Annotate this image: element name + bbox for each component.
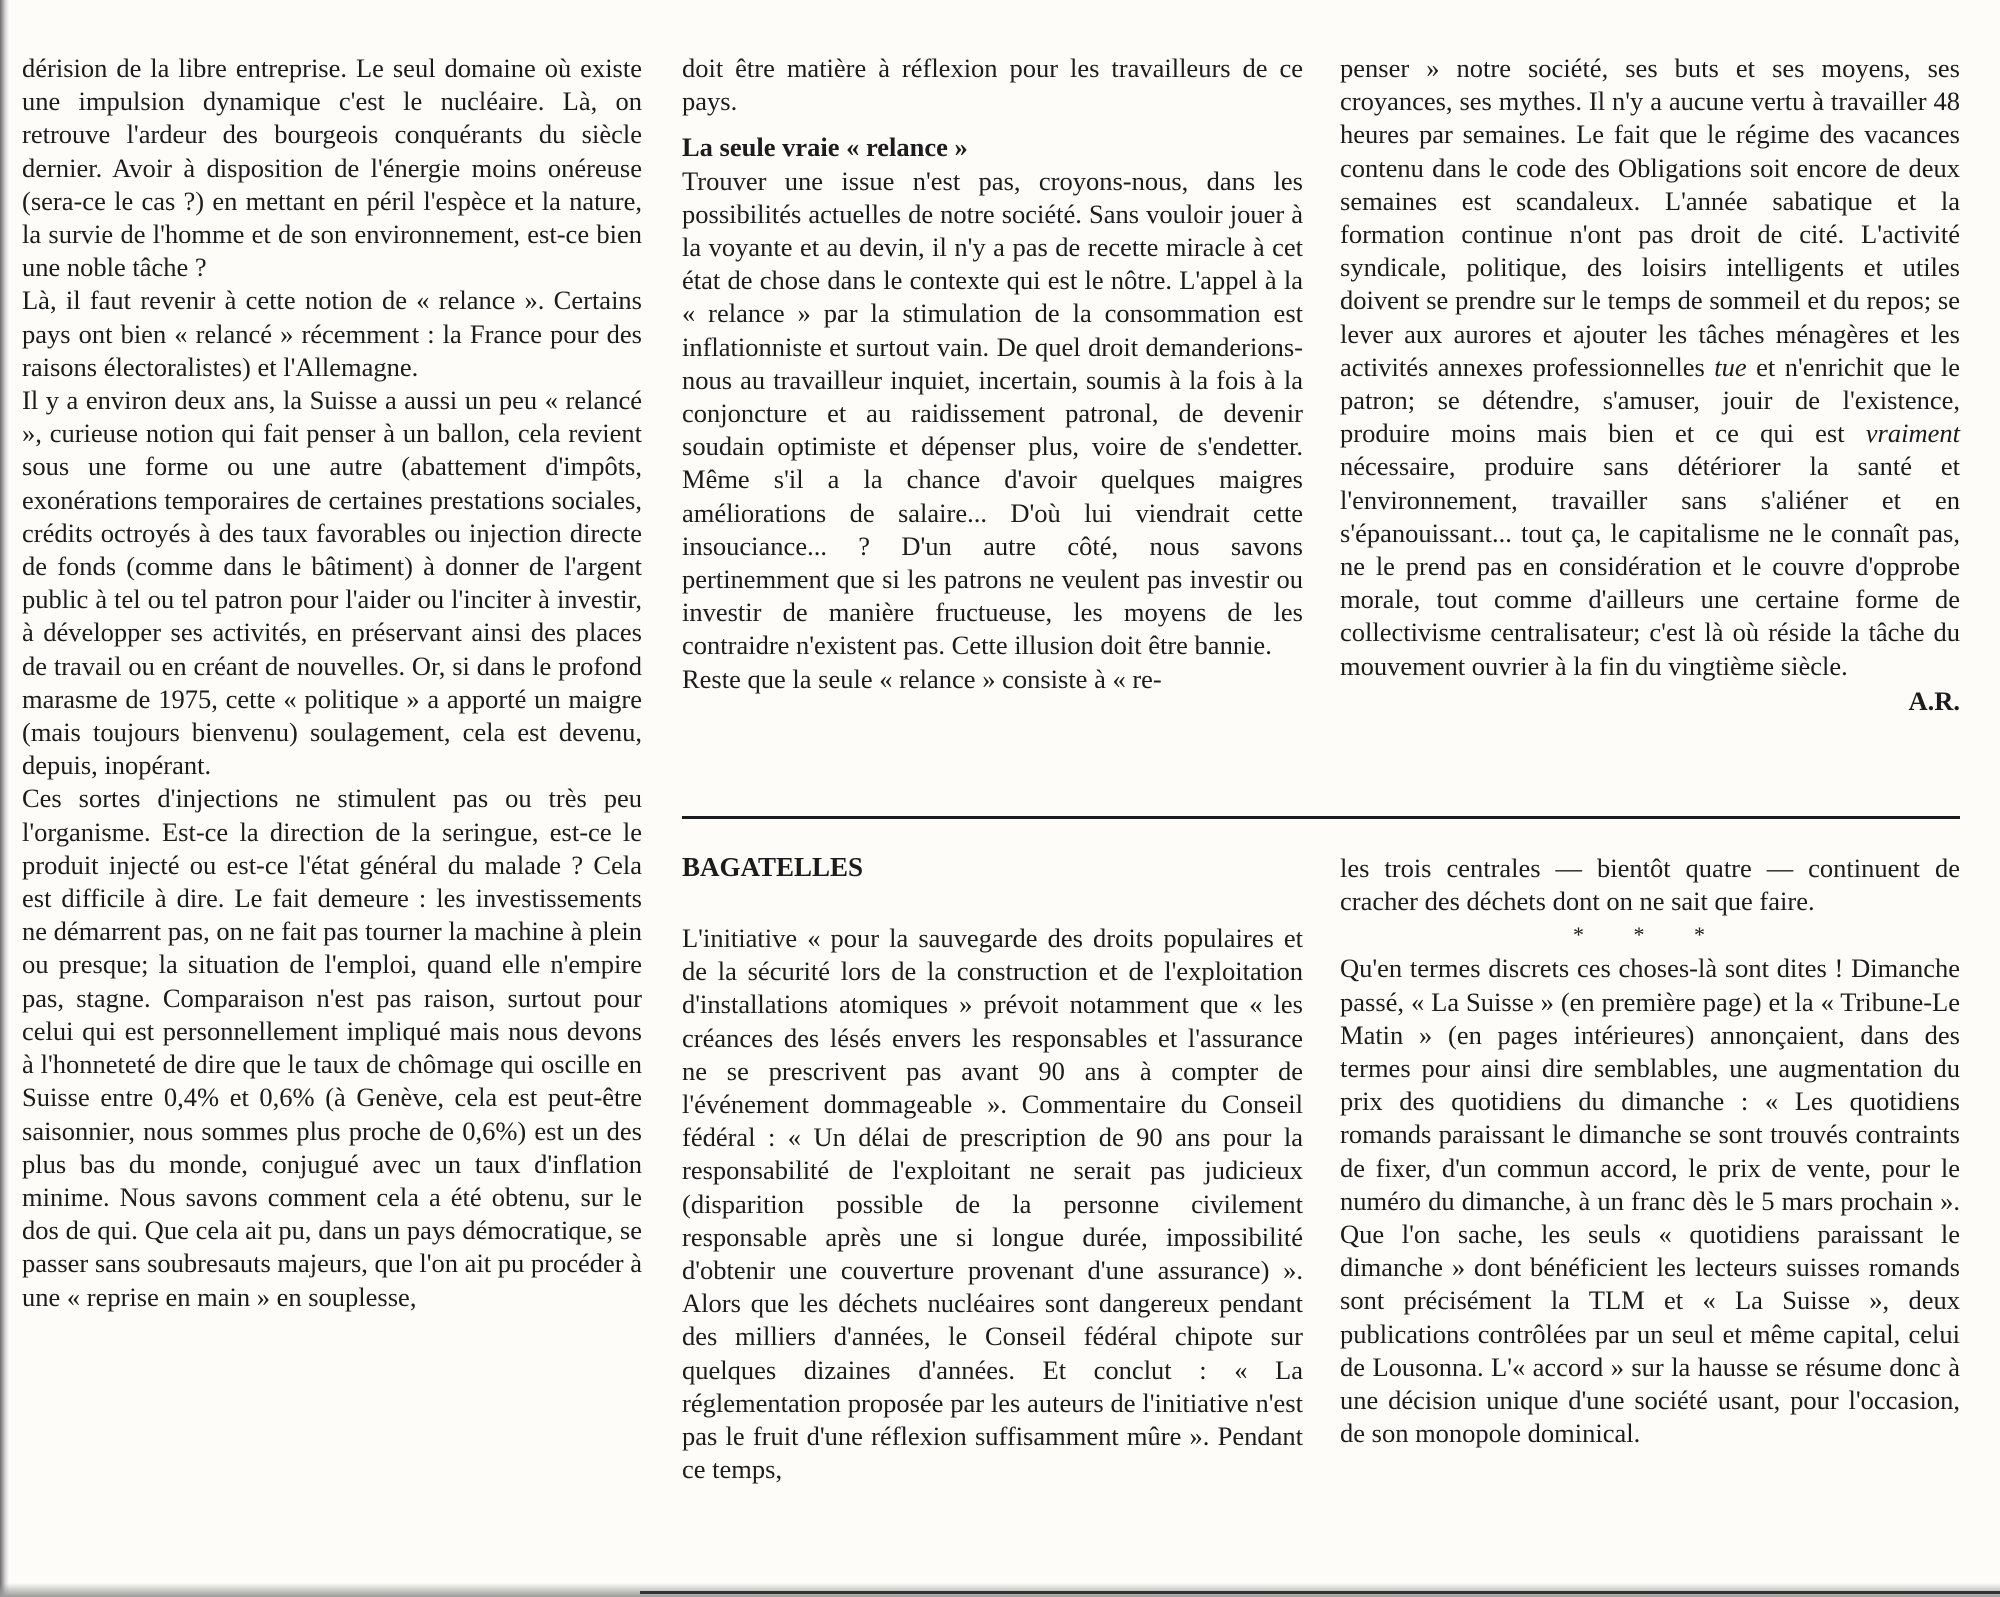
paragraph: Reste que la seule « relance » consiste à « re- xyxy=(682,663,1162,694)
paragraph: Là, il faut revenir à cette notion de « relance ». Certains pays ont bien « relancé » récemment : la France pour des raisons électoralistes) et l'Allemagne. xyxy=(22,285,642,382)
emphasis: tue xyxy=(1714,351,1747,382)
section-title: BAGATELLES xyxy=(682,852,864,882)
paragraph: Qu'en termes discrets ces choses-là sont dites ! Dimanche passé, « La Suisse » (en première page) et la « Tribune-Le Matin » (en pages intérieures) annonçaient, dans des termes pour ainsi dire semblables, une augmentation du prix des quotidiens du dimanche : « Les quotidiens romands paraissant le dimanche se sont trouvés contraints de fixer, d'un commun accord, le prix de vente, pour le numéro du dimanche, à un franc dès le 5 mars prochain ». Que l'on sache, les seuls « quotidiens paraissant le dimanche » dont bénéficient les lecteurs suisses romands sont précisément la TLM et « La Suisse », deux publications contrôlées par un seul et même capital, celui de Lousonna. L'« accord » sur la hausse se résume donc à une décision unique d'une société usant, pour l'occasion, de son monopole dominical. xyxy=(1340,953,1960,1449)
column-4 xyxy=(682,922,1303,1486)
text-run: et n'enrichit que le patron; se détendre, s'amuser, jouir de l'existence, produire moins mais bien et ce qui est xyxy=(1340,351,1960,449)
section-divider xyxy=(682,816,1960,819)
column-5 xyxy=(1340,852,1960,1450)
section-subheading: La seule vraie « relance » xyxy=(682,132,968,163)
text-run: nécessaire, produire sans détériorer la santé et l'environnement, travailler sans s'aliéner et en s'épanouissant... tout ça, le capitalisme ne le connaît pas, ne le prend pas en considération et le couvre d'opprobe morale, tout comme d'ailleurs une certaine forme de collectivisme centralisateur; c'est là où réside la tâche du mouvement ouvrier à la fin du vingtième siècle. xyxy=(1340,451,1960,681)
column-1 xyxy=(22,52,642,1314)
column-3 xyxy=(1340,52,1960,718)
page-bottom-edge xyxy=(0,1583,2000,1597)
emphasis: vraiment xyxy=(1865,418,1960,449)
paragraph: les trois centrales — bientôt quatre — continuent de cracher des déchets dont on ne sait que faire. xyxy=(1340,853,1960,917)
paragraph xyxy=(1340,52,1960,683)
page-left-edge xyxy=(0,0,9,1597)
text-run: penser » notre société, ses buts et ses moyens, ses croyances, ses mythes. Il n'y a aucune vertu à travailler 48 heures par semaines. Le fait que le régime des vacances contenu dans le code des Obligations soit encore de deux semaines est scandaleux. L'année sabatique et la formation continue n'ont pas droit de cité. L'activité syndicale, politique, des loisirs intelligents et utiles doivent se prendre sur le temps de sommeil et du repos; se lever aux aurores et ajouter les tâches ménagères et les activités annexes professionnelles xyxy=(1340,53,1960,382)
paragraph: doit être matière à réflexion pour les travailleurs de ce pays. xyxy=(682,53,1303,117)
paragraph: L'initiative « pour la sauvegarde des droits populaires et de la sécurité lors de la construction et de l'exploitation d'installations atomiques » prévoit notamment que « les créances des lésés envers les responsables et l'assurance ne se prescrivent pas avant 90 ans à compter de l'événement dommageable ». Commentaire du Conseil fédéral : « Un délai de prescription de 90 ans pour la responsabilité de l'exploitant ne serait pas judicieux (disparition possible de la personne civilement responsable après une si longue durée, impossibilité d'obtenir une couverture provenant d'une assurance) ». Alors que les déchets nucléaires sont dangereux pendant des milliers d'années, le Conseil fédéral chipote sur quelques dizaines d'années. Et conclut : « La réglementation proposée par les auteurs de l'initiative n'est pas le fruit d'une réflexion suffisamment mûre ». Pendant ce temps, xyxy=(682,923,1303,1485)
paragraph: dérision de la libre entreprise. Le seul domaine où existe une impulsion dynamique c'est le nucléaire. Là, on retrouve l'ardeur des bourgeois conquérants du siècle dernier. Avoir à disposition de l'énergie moins onéreuse (sera-ce le cas ?) en mettant en péril l'espèce et la nature, la survie de l'homme et de son environnement, est-ce bien une noble tâche ? xyxy=(22,53,642,283)
paragraph: Il y a environ deux ans, la Suisse a aussi un peu « relancé », curieuse notion qui fait penser à un ballon, cela revient sous une forme ou une autre (abattement d'impôts, exonérations temporaires de certaines prestations sociales, crédits octroyés à des taux favorables ou injection directe de fonds (comme dans le bâtiment) à donner de l'argent public à tel ou tel patron pour l'aider ou l'inciter à investir, à développer ses activités, en préservant ainsi des places de travail ou en créant de nouvelles. Or, si dans le profond marasme de 1975, cette « politique » a apporté un maigre (mais toujours bienvenu) soulagement, cela est devenu, depuis, inopérant. xyxy=(22,385,642,781)
page-bottom-line xyxy=(640,1591,2000,1594)
author-signature: A.R. xyxy=(1908,685,1960,716)
paragraph: Trouver une issue n'est pas, croyons-nous, dans les possibilités actuelles de notre société. Sans vouloir jouer à la voyante et au devin, il n'y a pas de recette miracle à cet état de chose dans le contexte qui est le nôtre. L'appel à la « relance » par la stimulation de la consommation est inflationniste et surtout vain. De quel droit demanderions-nous au travailleur inquiet, incertain, soumis à la fois à la conjoncture et au raidissement patronal, de devenir soudain optimiste et dépenser plus, voire de s'endetter. Même s'il a la chance d'avoir quelques maigres améliorations de salaire... D'où lui viendrait cette insouciance... ? D'un autre côté, nous savons pertinemment que si les patrons ne veulent pas investir ou investir de manière fructueuse, les moyens de les contraidre n'existent pas. Cette illusion doit être bannie. xyxy=(682,165,1303,661)
paragraph: Ces sortes d'injections ne stimulent pas ou très peu l'organisme. Est-ce la direction de la seringue, est-ce le produit injecté ou est-ce l'état général du malade ? Cela est difficile à dire. Le fait demeure : les investissements ne démarrent pas, on ne fait pas tourner la machine à plein ou presque; la situation de l'emploi, quand elle n'empire pas, stagne. Comparaison n'est pas raison, surtout pour celui qui est personnellement impliqué mais nous devons à l'honneteté de dire que le taux de chômage qui oscille en Suisse entre 0,4% et 0,6% (à Genève, cela est peut-être saisonnier, nous sommes plus proche de 0,6%) est un des plus bas du monde, conjugué avec un taux d'inflation minime. Nous savons comment cela a été obtenu, sur le dos de qui. Que cela ait pu, dans un pays démocratique, se passer sans soubresauts majeurs, que l'on ait pu procéder à une « reprise en main » en souplesse, xyxy=(22,783,642,1312)
column-2 xyxy=(682,52,1303,696)
section-separator: * * * xyxy=(1573,922,1727,948)
